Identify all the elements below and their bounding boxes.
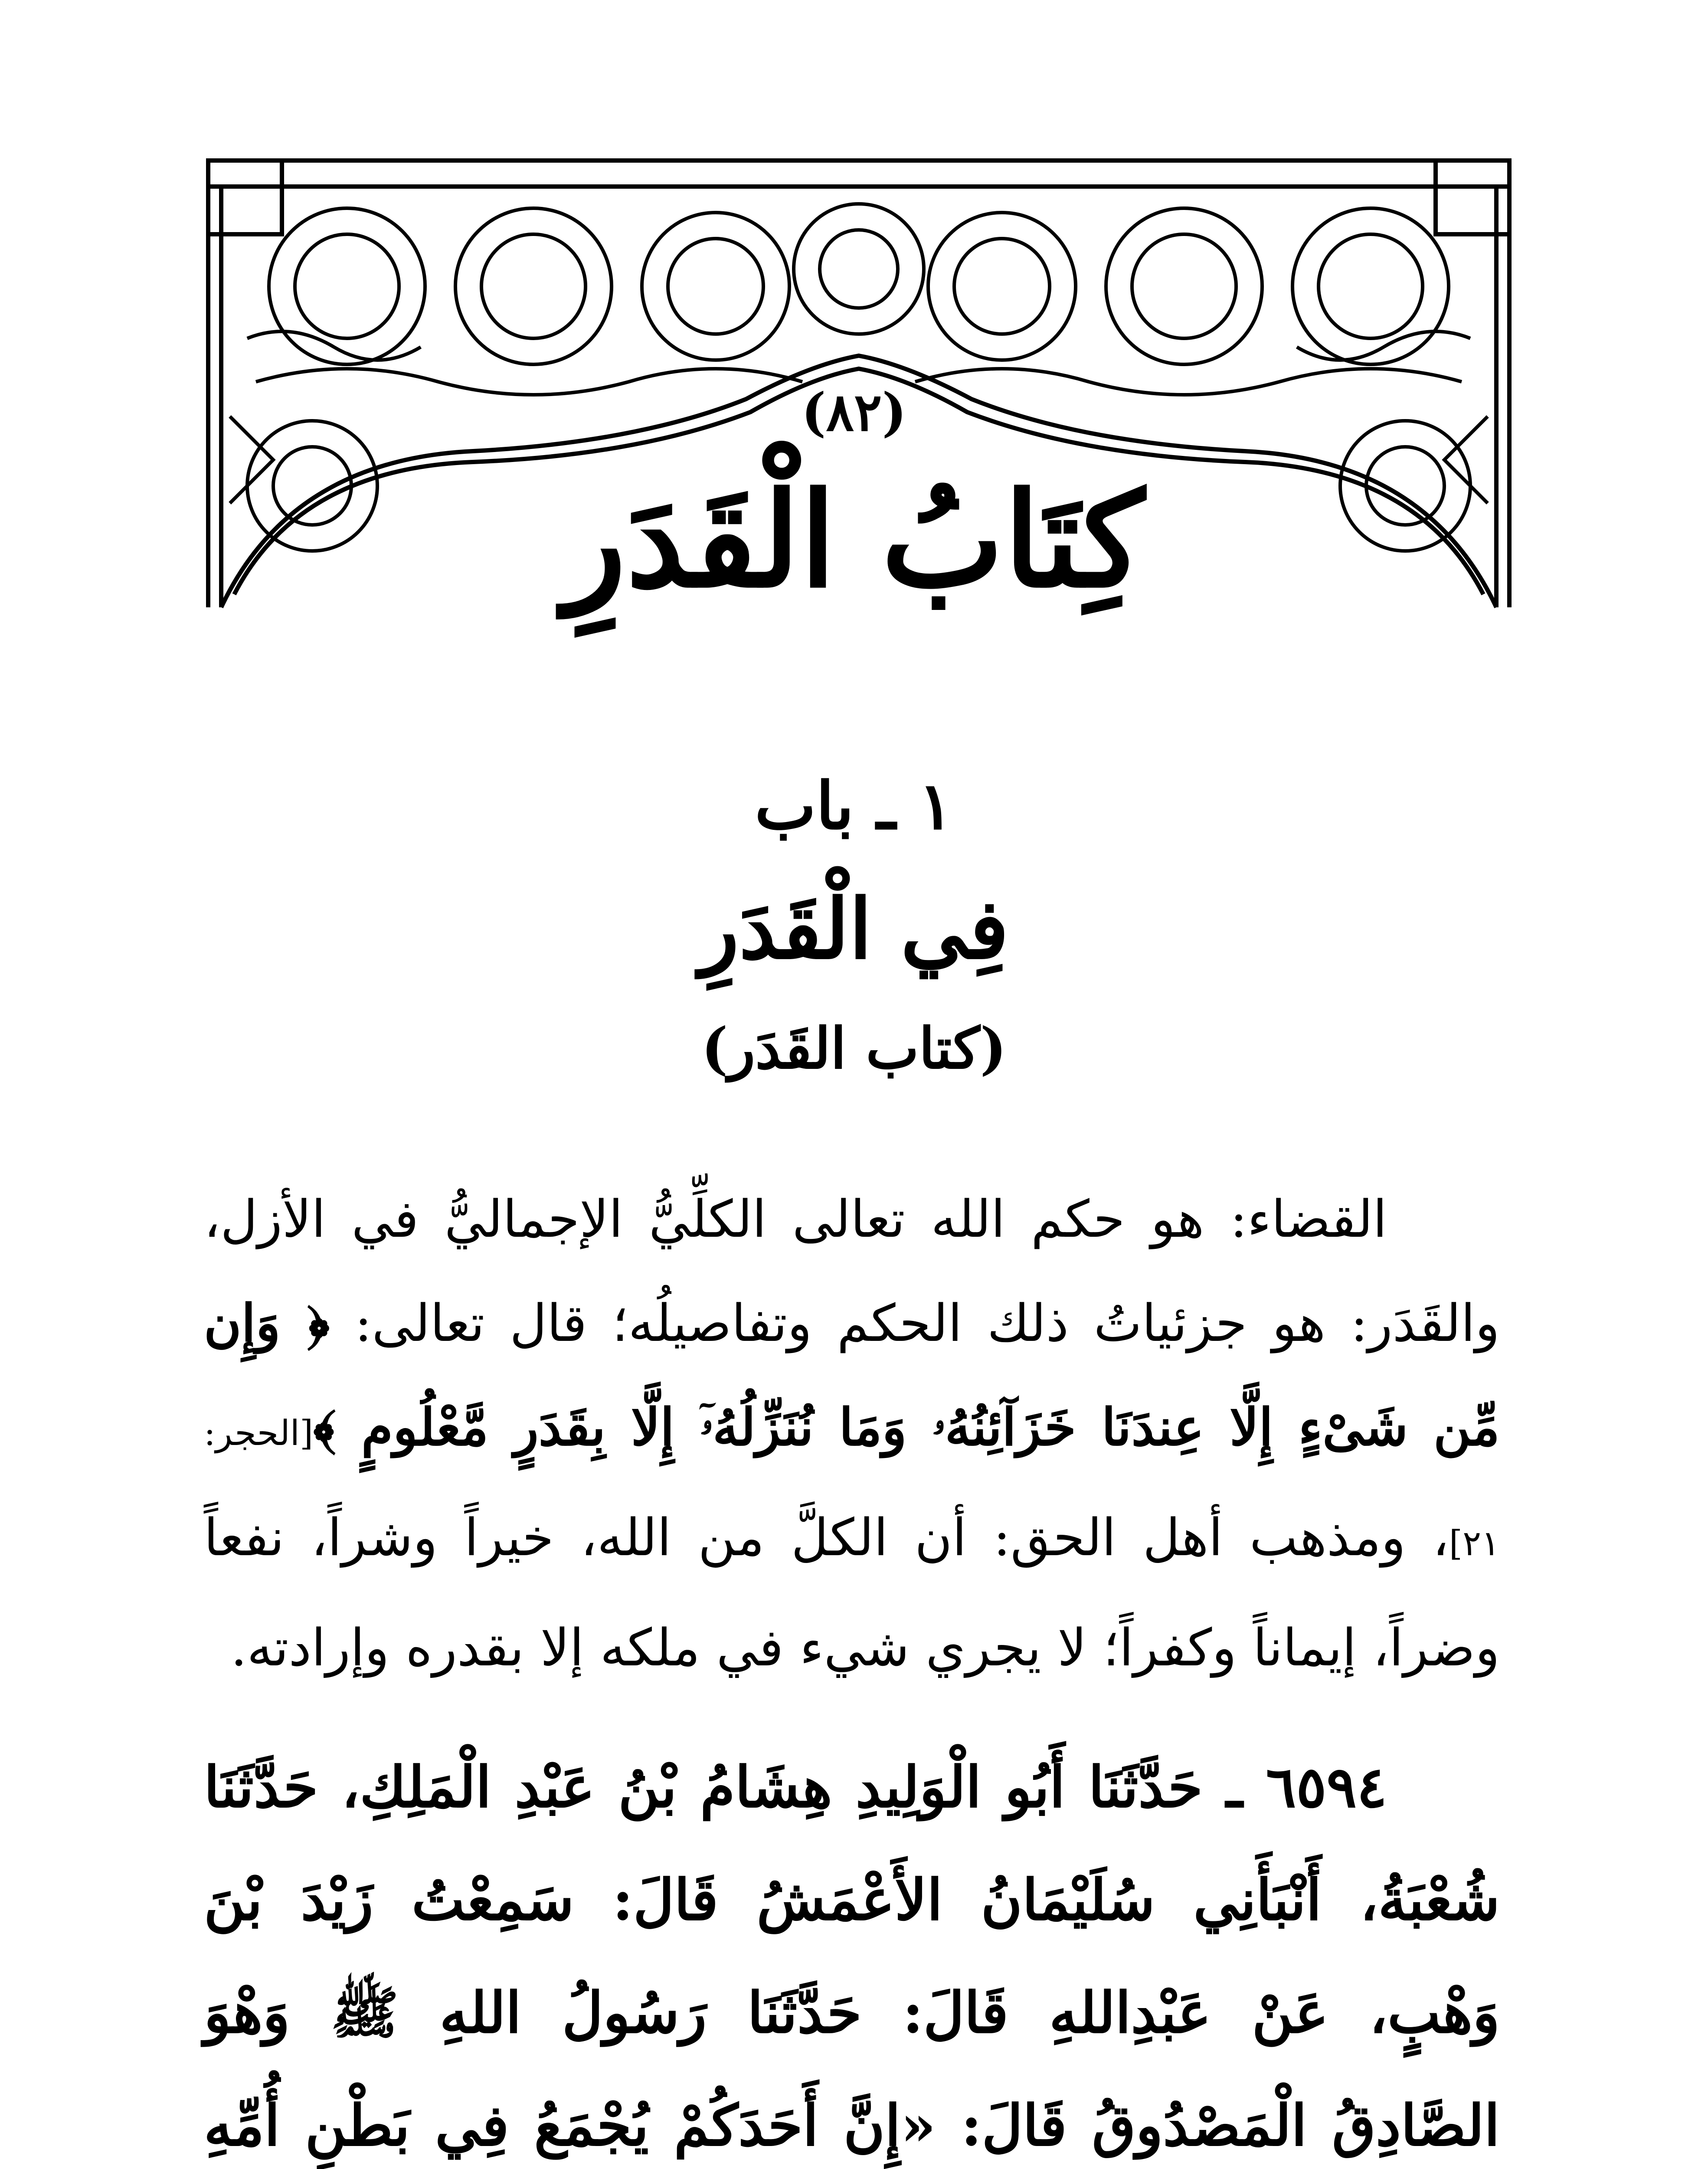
chapter-title: فِي الْقَدَرِ — [699, 881, 1009, 977]
intro-text-part1: القضاء: هو حكم الله تعالى الكلِّيُّ الإجماليُّ في الأزل، والقَدَر: هو جزئياتُ ذلك الحكم وتفاصيلُه؛ قال تعالى: — [204, 1189, 1500, 1353]
hadith-text: ٦٥٩٤ ـ حَدَّثَنَا أَبُو الْوَلِيدِ هِشَامُ بْنُ عَبْدِ الْمَلِكِ، حَدَّثَنَا شُعْبَةُ، أَنْبَأَنِي سُلَيْمَانُ الأَعْمَشُ قَالَ: سَمِعْتُ زَيْدَ بْنَ وَهْبٍ، عَنْ عَبْدِاللهِ قَالَ: حَدَّثَنَا رَسُولُ اللهِ ﷺ وَهْوَ الصَّادِقُ الْمَصْدُوقُ قَالَ: «إِنَّ أَحَدَكُمْ يُجْمَعُ فِي بَطْنِ أُمِّهِ — [204, 1754, 1500, 2159]
chapter-number: ١ ـ باب — [755, 768, 953, 844]
intro-paragraph — [204, 1167, 1500, 1700]
intro-text-part2: ، ومذهب أهل الحق: أن الكلَّ من الله، خيراً وشراً، نفعاً وضراً، إيماناً وكفراً؛ لا يجري شيء في ملكه إلا بقدره وإرادته. — [204, 1507, 1500, 1678]
book-label: (كتاب القَدَر) — [701, 1015, 1007, 1081]
book-number: (٨٢) — [801, 382, 907, 443]
book-title: كِتَابُ الْقَدَرِ — [563, 463, 1145, 616]
quran-reference: [الحجر: ٢١] — [204, 1413, 1500, 1563]
quran-verse: ﴿ وَإِن مِّن شَىْءٍ إِلَّا عِندَنَا خَزَآئِنُهُۥ وَمَا نُنَزِّلُهُۥٓ إِلَّا بِقَدَرٍ مَّعْلُومٍ ﴾ — [204, 1293, 1500, 1457]
hadith-paragraph — [204, 1731, 1500, 2169]
